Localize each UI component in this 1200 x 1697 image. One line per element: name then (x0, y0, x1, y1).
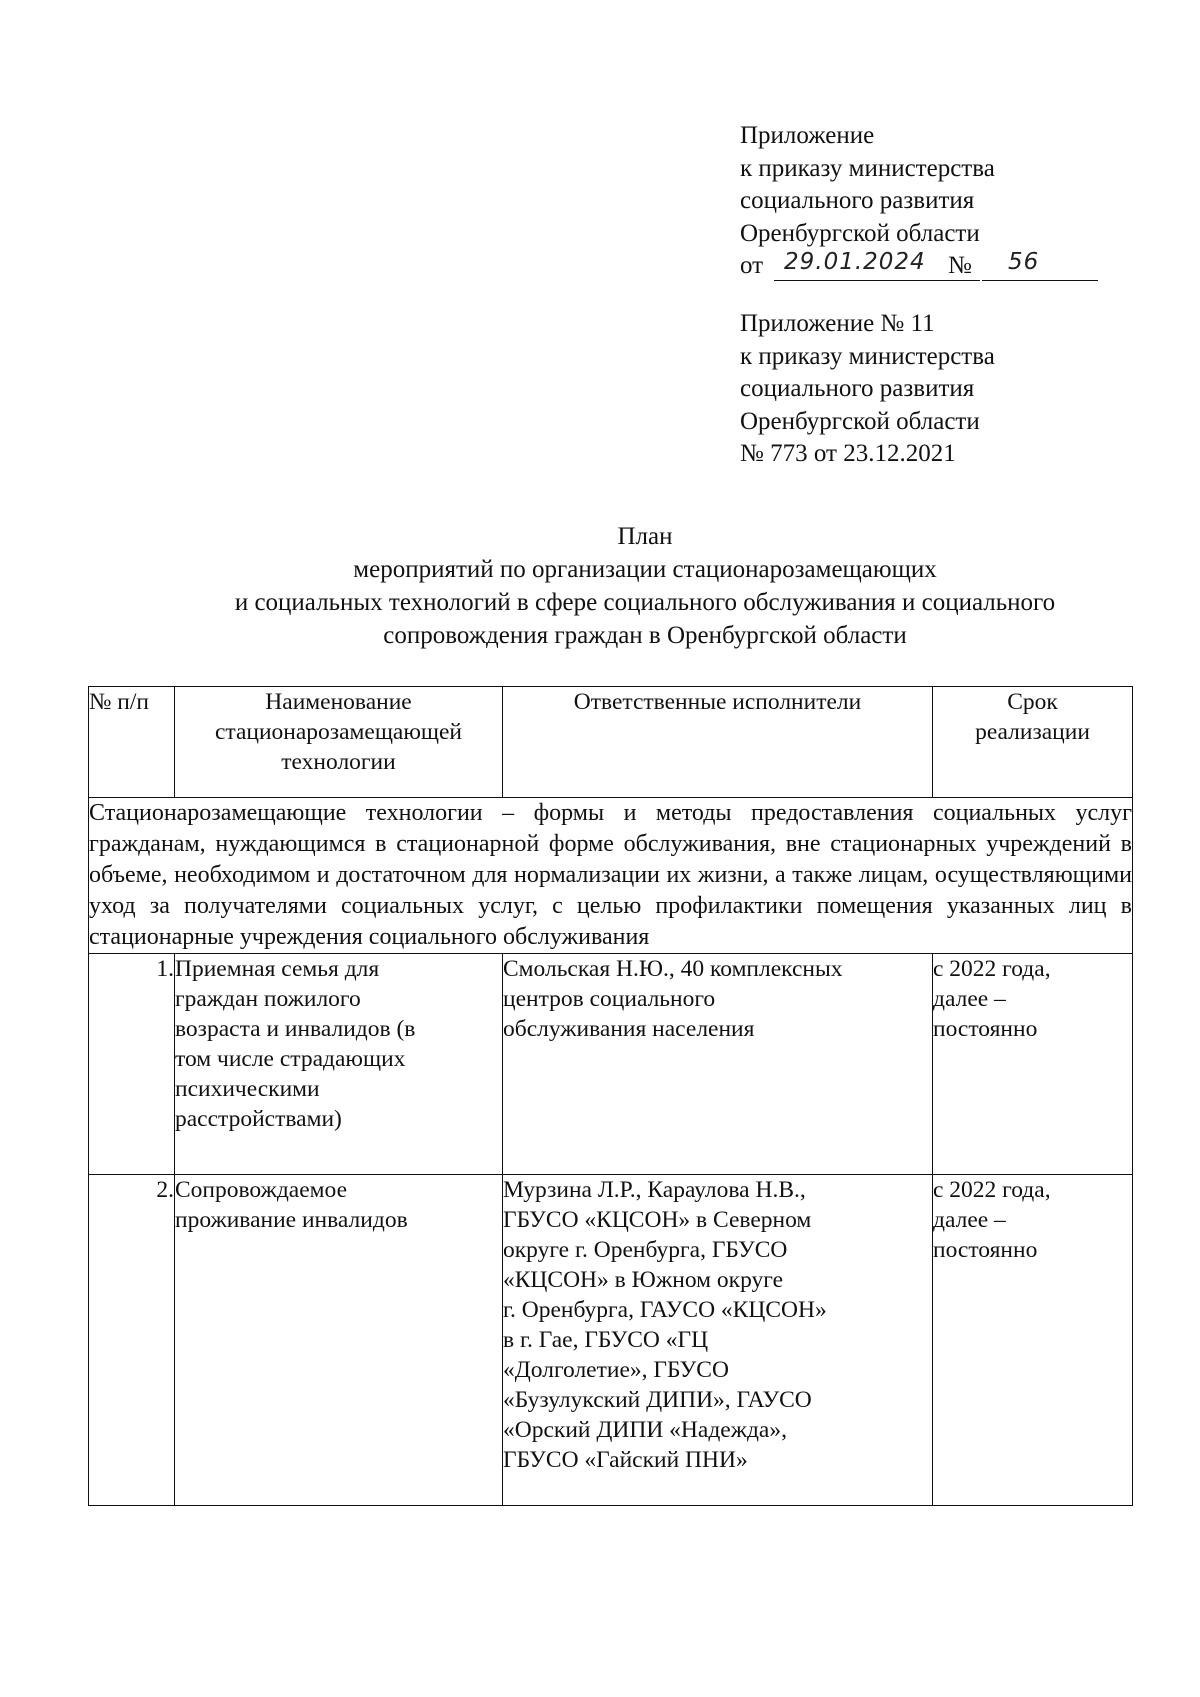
appendix-line: Оренбургской области (740, 407, 980, 435)
cell-line: «КЦСОН» в Южном округе (503, 1267, 784, 1293)
date-prefix: от (740, 252, 764, 279)
section-description: Стационарозамещающие технологии – формы и методы предоставления социальных услуг гражданам, нуждающимся в стационарной форме обслуживания, вне стационарных учреждений в объеме, необходимом и достаточном для нормализации их жизни, а также лицам, осуществляющими уход за получателями социальных услуг, с целью профилактики помещения указанных лиц в стационарные учреждения социального обслуживания (89, 798, 1133, 954)
appendix-line: № 773 от 23.12.2021 (740, 440, 956, 467)
row-number: 1. (89, 954, 175, 1175)
cell-line: обслуживания населения (503, 1016, 755, 1042)
appendix-current-block (740, 120, 1160, 283)
cell-line: постоянно (933, 1016, 1038, 1042)
cell-line: Сопровождаемое (175, 1177, 347, 1203)
cell-line: центров социального (503, 986, 716, 1012)
section-row (89, 798, 1133, 954)
header-name-line: стационарозамещающей (214, 719, 463, 745)
cell-line: округе г. Оренбурга, ГБУСО (503, 1237, 788, 1263)
cell-line: далее – (933, 986, 1006, 1012)
cell-line: «Орский ДИПИ «Надежда», (503, 1417, 787, 1443)
cell-line: расстройствами) (175, 1106, 342, 1132)
title-line: План (617, 523, 673, 550)
header-name-line: технологии (281, 749, 396, 775)
cell-line: Приемная семья для (175, 956, 380, 982)
handwritten-date: 29.01.2024 (784, 249, 926, 275)
cell-line: с 2022 года, (933, 956, 1051, 982)
header-term-line: Срок (1007, 689, 1058, 715)
cell-line: Мурзина Л.Р., Караулова Н.В., (503, 1177, 806, 1203)
table-row (89, 954, 1133, 1175)
cell-line: граждан пожилого (175, 986, 361, 1012)
header-term-line: реализации (975, 719, 1090, 745)
appendix-line: социального развития (740, 375, 975, 402)
title-line: мероприятий по организации стационарозамещающих (353, 556, 937, 583)
row-responsible (503, 1175, 933, 1506)
appendix-line: Оренбургской области (740, 219, 980, 247)
header-term (933, 687, 1133, 798)
row-responsible (503, 954, 933, 1175)
cell-line: «Долголетие», ГБУСО (503, 1357, 729, 1383)
plan-table (88, 686, 1133, 1506)
appendix-original-block (740, 308, 1160, 471)
number-underline (982, 280, 1098, 281)
appendix-line: социального развития (740, 187, 975, 214)
table-header-row (89, 687, 1133, 798)
row-term (933, 1175, 1133, 1506)
cell-line: г. Оренбурга, ГАУСО «КЦСОН» (503, 1297, 827, 1323)
cell-line: ГБУСО «КЦСОН» в Северном (503, 1207, 812, 1233)
cell-line: в г. Гае, ГБУСО «ГЦ (503, 1327, 709, 1353)
header-num: № п/п (89, 687, 175, 798)
cell-line: психическими (175, 1076, 320, 1102)
title-line: сопровождения граждан в Оренбургской области (383, 622, 907, 649)
cell-line: Смольская Н.Ю., 40 комплексных (503, 956, 843, 982)
appendix-line: Приложение (740, 122, 875, 149)
cell-line: «Бузулукский ДИПИ», ГАУСО (503, 1387, 812, 1413)
title-line: и социальных технологий в сфере социального обслуживания и социального (234, 589, 1056, 616)
cell-line: постоянно (933, 1237, 1038, 1263)
row-term (933, 954, 1133, 1175)
row-technology-name (175, 1175, 503, 1506)
header-responsible: Ответственные исполнители (503, 687, 933, 798)
header-name-line: Наименование (265, 689, 412, 715)
cell-line: с 2022 года, (933, 1177, 1051, 1203)
appendix-line: Приложение № 11 (740, 310, 935, 337)
number-prefix: № (948, 252, 972, 279)
cell-line: том числе страдающих (175, 1046, 406, 1072)
row-number: 2. (89, 1175, 175, 1506)
cell-line: далее – (933, 1207, 1006, 1233)
document-title (120, 520, 1170, 652)
cell-line: проживание инвалидов (175, 1207, 408, 1233)
cell-line: возраста и инвалидов (в (175, 1016, 416, 1042)
table-row (89, 1175, 1133, 1506)
appendix-line: к приказу министерства (740, 342, 995, 370)
row-technology-name (175, 954, 503, 1175)
handwritten-number: 56 (1008, 249, 1040, 275)
header-name (175, 687, 503, 798)
order-date-number-line (740, 250, 1160, 283)
cell-line: ГБУСО «Гайский ПНИ» (503, 1447, 748, 1473)
appendix-line: к приказу министерства (740, 154, 995, 182)
